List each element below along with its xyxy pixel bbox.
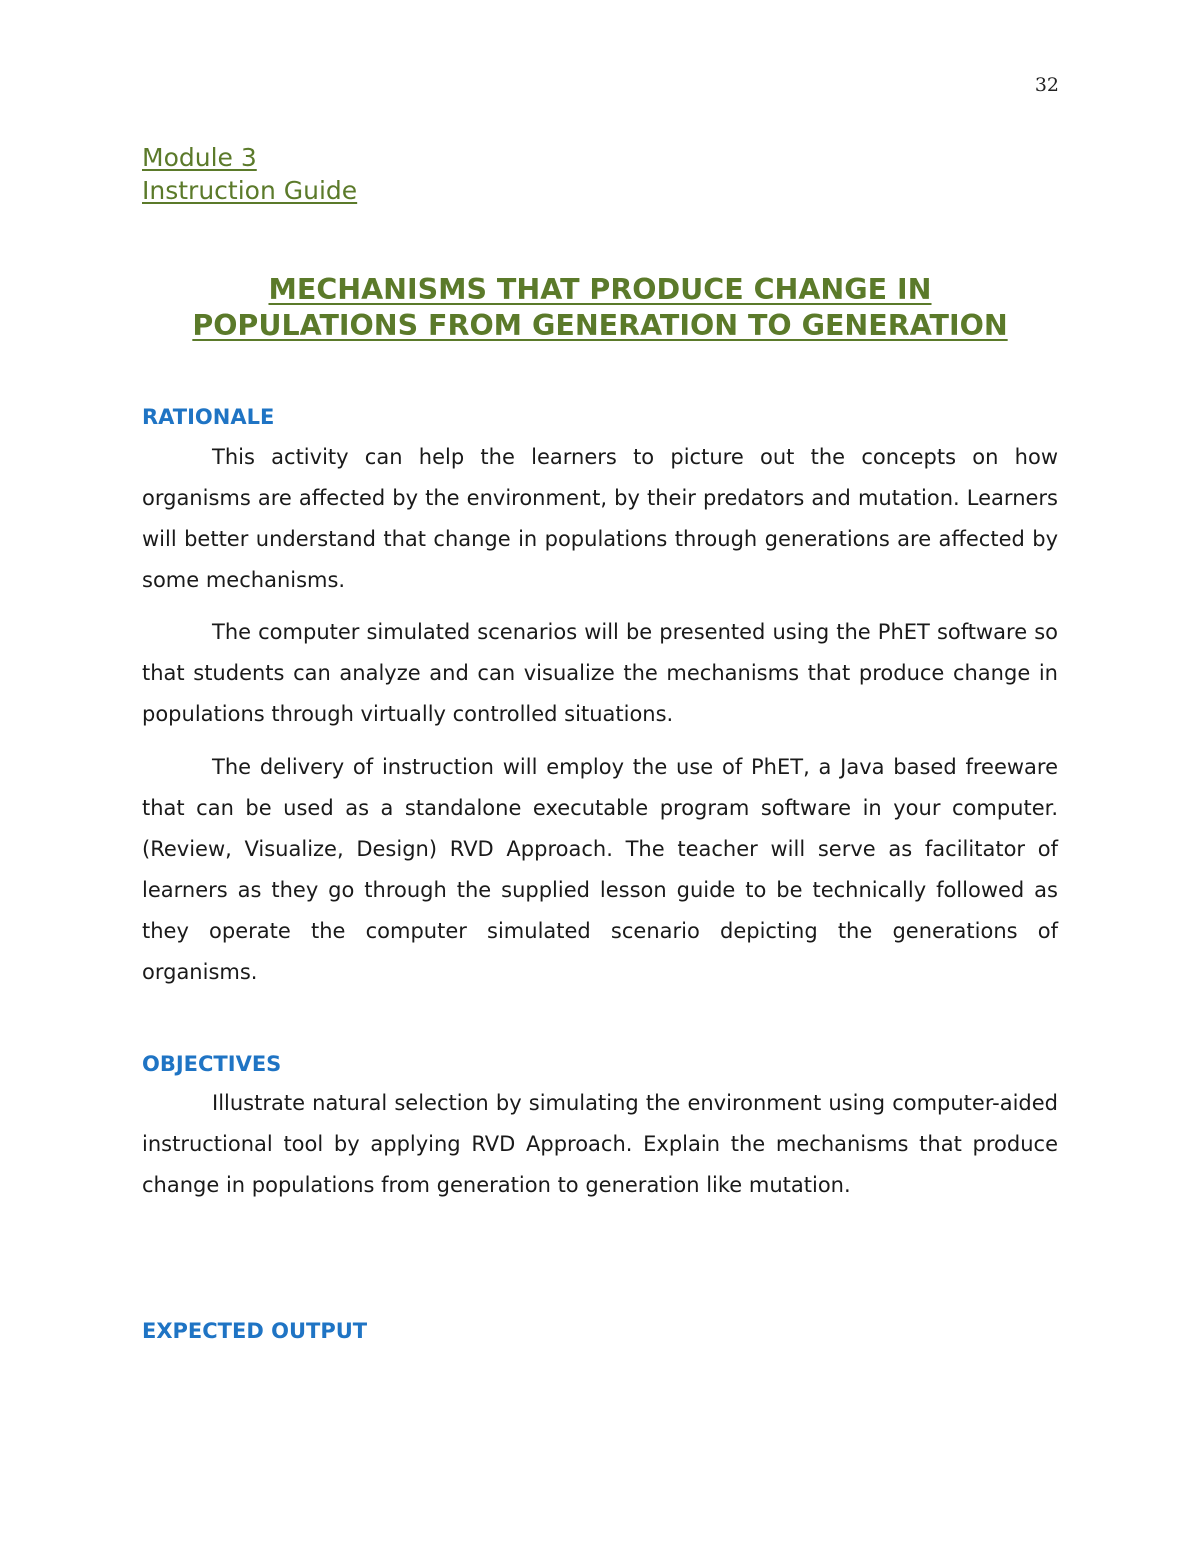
objectives-paragraph: Illustrate natural selection by simulating the environment using computer-aided instructional tool by applying RVD Approach. Explain the mechanisms that produce change in populations from generation to generation like mutation. (142, 1091, 1058, 1197)
instruction-guide-label: Instruction Guide (142, 176, 358, 205)
module-title (142, 141, 357, 207)
main-title-line-1: MECHANISMS THAT PRODUCE CHANGE IN (268, 273, 932, 306)
rationale-paragraph-2: The computer simulated scenarios will be presented using the PhET software so that students can analyze and can visualize the mechanisms that produce change in populations through virtually controlled situations. (142, 620, 1058, 726)
expected-output-heading: EXPECTED OUTPUT (142, 1319, 368, 1343)
rationale-heading: RATIONALE (142, 405, 275, 429)
rationale-paragraph-1: This activity can help the learners to picture out the concepts on how organisms are affected by the environment, by their predators and mutation. Learners will better understand that change in populations through generations are affected by some mechanisms. (142, 445, 1058, 592)
main-title (142, 272, 1058, 344)
objectives-heading: OBJECTIVES (142, 1052, 282, 1076)
rationale-paragraph-3: The delivery of instruction will employ the use of PhET, a Java based freeware that can be used as a standalone executable program software in your computer. (Review, Visualize, Design) RVD Approach. The teacher will serve as facilitator of learners as they go through the supplied lesson guide to be technically followed as they operate the computer simulated scenario depicting the generations of organisms. (142, 755, 1058, 984)
main-title-line-2: POPULATIONS FROM GENERATION TO GENERATION (192, 309, 1008, 342)
page-number: 32 (1034, 74, 1059, 96)
module-label: Module 3 (142, 143, 257, 172)
